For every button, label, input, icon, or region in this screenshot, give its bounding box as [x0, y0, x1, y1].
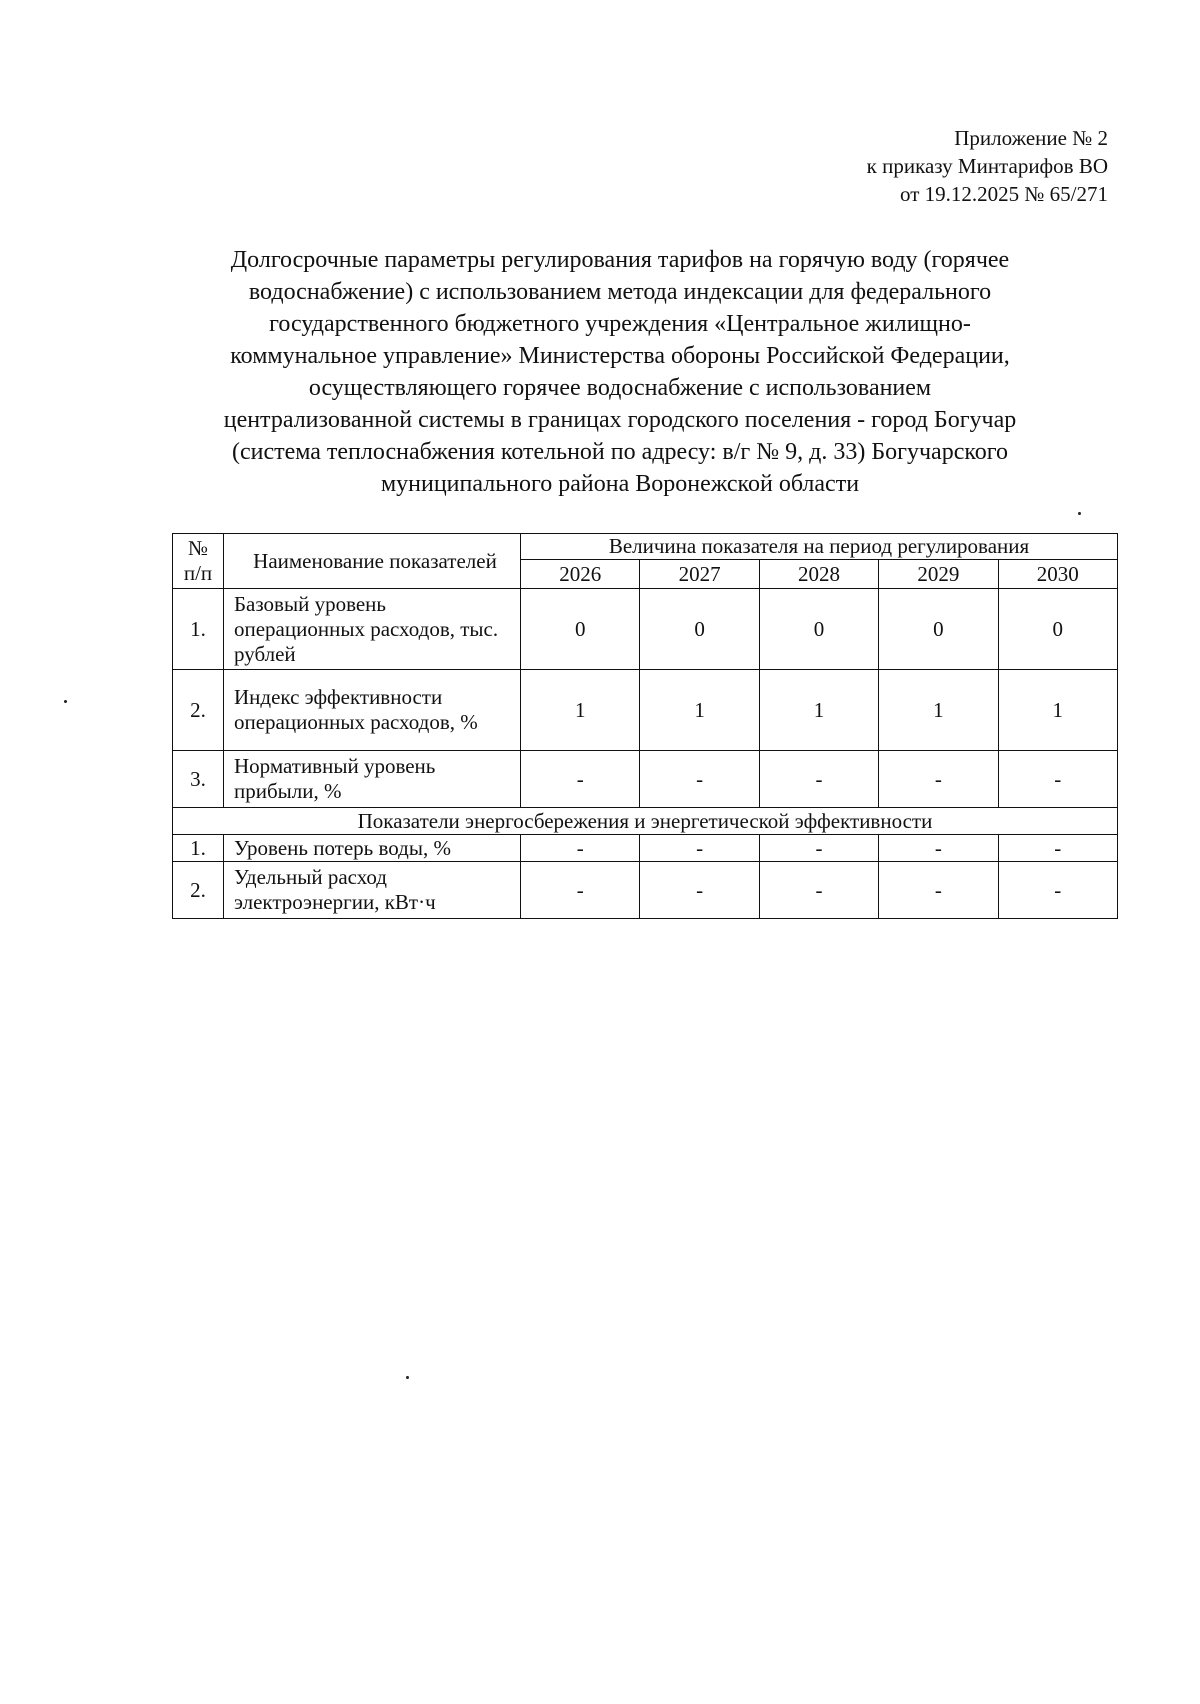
header-name: Наименование показателей — [224, 534, 521, 589]
row-value: 1 — [640, 670, 759, 751]
row-name: Нормативный уровень прибыли, % — [224, 751, 521, 808]
header-year: 2030 — [998, 560, 1117, 589]
appendix-date: от 19.12.2025 № 65/271 — [899, 182, 1108, 206]
row-num: 2. — [173, 670, 224, 751]
row-value: 0 — [879, 589, 998, 670]
header-year: 2027 — [640, 560, 759, 589]
row-name: Базовый уровень операционных расходов, тыс. рублей — [224, 589, 521, 670]
row-value: 0 — [640, 589, 759, 670]
table-header-row — [173, 534, 1118, 560]
scan-speck — [1078, 512, 1081, 515]
row-value: - — [879, 835, 998, 862]
row-value: - — [640, 862, 759, 919]
title-line: централизованной системы в границах городского поселения - город Богучар — [223, 407, 1017, 433]
table-row — [173, 835, 1118, 862]
row-value: - — [521, 862, 640, 919]
parameters-table — [172, 533, 1118, 919]
appendix-order: к приказу Минтарифов ВО — [866, 154, 1108, 178]
table-row — [173, 862, 1118, 919]
row-value: - — [759, 862, 878, 919]
section-header-row — [173, 808, 1118, 835]
title-line: муниципального района Воронежской области — [380, 471, 860, 497]
row-num: 1. — [173, 835, 224, 862]
row-num: 2. — [173, 862, 224, 919]
title-line: государственного бюджетного учреждения «Центральное жилищно- — [269, 311, 971, 337]
row-value: - — [998, 862, 1117, 919]
row-value: 0 — [759, 589, 878, 670]
row-value: - — [521, 835, 640, 862]
row-num: 3. — [173, 751, 224, 808]
row-name: Уровень потерь воды, % — [224, 835, 521, 862]
header-year: 2029 — [879, 560, 998, 589]
appendix-number: Приложение № 2 — [954, 126, 1108, 150]
scan-speck — [406, 1376, 409, 1379]
table-row — [173, 751, 1118, 808]
document-title — [150, 244, 1090, 500]
row-name: Индекс эффективности операционных расходов, % — [224, 670, 521, 751]
row-value: - — [998, 835, 1117, 862]
header-num: № п/п — [173, 534, 224, 589]
row-value: - — [879, 862, 998, 919]
row-value: 1 — [879, 670, 998, 751]
row-value: 1 — [521, 670, 640, 751]
title-line: (система теплоснабжения котельной по адресу: в/г № 9, д. 33) Богучарского — [231, 439, 1009, 465]
header-period: Величина показателя на период регулирования — [521, 534, 1118, 560]
header-year: 2028 — [759, 560, 878, 589]
row-value: 0 — [521, 589, 640, 670]
row-value: - — [640, 751, 759, 808]
title-line: осуществляющего горячее водоснабжение с использованием — [308, 375, 932, 401]
row-value: 1 — [998, 670, 1117, 751]
row-value: - — [759, 835, 878, 862]
row-value: 1 — [759, 670, 878, 751]
table-row — [173, 589, 1118, 670]
title-line: Долгосрочные параметры регулирования тарифов на горячую воду (горячее — [230, 247, 1010, 273]
title-line: коммунальное управление» Министерства обороны Российской Федерации, — [230, 343, 1010, 369]
row-value: - — [521, 751, 640, 808]
title-line: водоснабжение) с использованием метода индексации для федерального — [248, 279, 992, 305]
row-num: 1. — [173, 589, 224, 670]
row-value: 0 — [998, 589, 1117, 670]
appendix-reference — [867, 124, 1108, 208]
row-value: - — [998, 751, 1117, 808]
row-value: - — [759, 751, 878, 808]
scan-speck — [64, 700, 67, 703]
table-row — [173, 670, 1118, 751]
row-value: - — [879, 751, 998, 808]
section-title: Показатели энергосбережения и энергетической эффективности — [173, 808, 1118, 835]
row-value: - — [640, 835, 759, 862]
header-year: 2026 — [521, 560, 640, 589]
row-name: Удельный расход электроэнергии, кВт·ч — [224, 862, 521, 919]
